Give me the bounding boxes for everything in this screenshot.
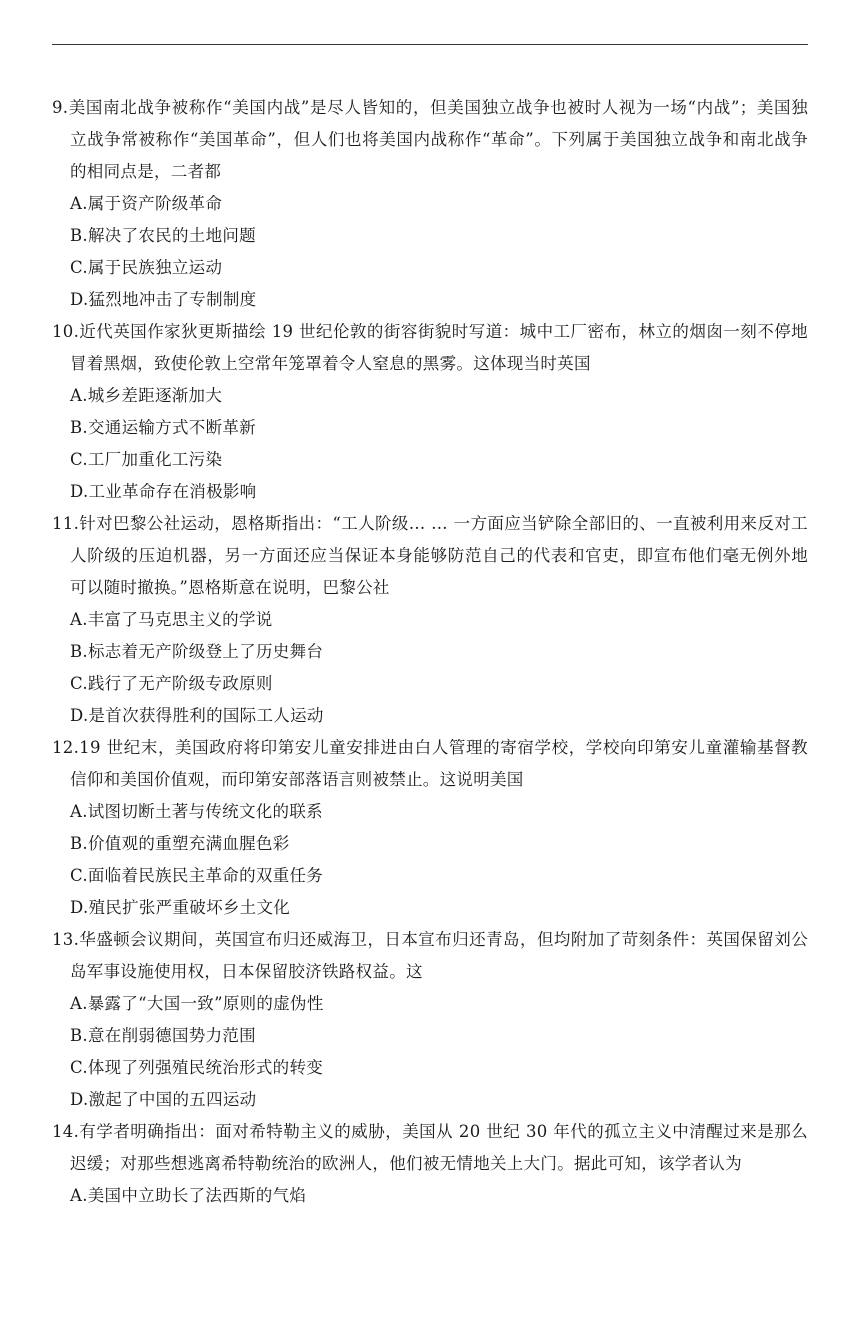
option-b: B.价值观的重塑充满血腥色彩 bbox=[70, 834, 290, 853]
option-a: A.属于资产阶级革命 bbox=[70, 194, 223, 213]
option-c: C.面临着民族民主革命的双重任务 bbox=[70, 866, 324, 885]
question-stem: 13.华盛顿会议期间，英国宣布归还威海卫，日本宣布归还青岛，但均附加了苛刻条件：英国保留刘公岛军事设施使用权，日本保留胶济铁路权益。这 bbox=[52, 930, 808, 981]
option-a: A.试图切断土著与传统文化的联系 bbox=[70, 802, 323, 821]
option-d: D.殖民扩张严重破坏乡土文化 bbox=[70, 898, 291, 917]
option-b: B.交通运输方式不断革新 bbox=[70, 418, 256, 437]
question-9 bbox=[52, 92, 808, 316]
question-14 bbox=[52, 1116, 808, 1212]
option-b: B.解决了农民的土地问题 bbox=[70, 226, 256, 245]
option-c: C.工厂加重化工污染 bbox=[70, 450, 223, 469]
option-d: D.激起了中国的五四运动 bbox=[70, 1090, 257, 1109]
option-d: D.工业革命存在消极影响 bbox=[70, 482, 257, 501]
question-13 bbox=[52, 924, 808, 1116]
option-c: C.属于民族独立运动 bbox=[70, 258, 223, 277]
question-11 bbox=[52, 508, 808, 732]
question-stem: 12.19 世纪末，美国政府将印第安儿童安排进由白人管理的寄宿学校，学校向印第安儿童灌输基督教信仰和美国价值观，而印第安部落语言则被禁止。这说明美国 bbox=[52, 738, 808, 789]
question-list bbox=[52, 92, 808, 1212]
option-c: C.体现了列强殖民统治形式的转变 bbox=[70, 1058, 324, 1077]
question-12 bbox=[52, 732, 808, 924]
question-stem: 14.有学者明确指出：面对希特勒主义的威胁，美国从 20 世纪 30 年代的孤立主义中清醒过来是那么迟缓；对那些想逃离希特勒统治的欧洲人，他们被无情地关上大门。据此可知，该学者认为 bbox=[52, 1122, 808, 1173]
question-stem: 11.针对巴黎公社运动，恩格斯指出：“工人阶级… … 一方面应当铲除全部旧的、一直被利用来反对工人阶级的压迫机器，另一方面还应当保证本身能够防范自己的代表和官吏，即宣布他们毫无例外地可以随时撤换。”恩格斯意在说明，巴黎公社 bbox=[52, 514, 808, 597]
option-a: A.城乡差距逐渐加大 bbox=[70, 386, 223, 405]
option-b: B.标志着无产阶级登上了历史舞台 bbox=[70, 642, 324, 661]
option-a: A.暴露了“大国一致”原则的虚伪性 bbox=[70, 994, 324, 1013]
option-c: C.践行了无产阶级专政原则 bbox=[70, 674, 273, 693]
option-a: A.丰富了马克思主义的学说 bbox=[70, 610, 273, 629]
option-d: D.猛烈地冲击了专制制度 bbox=[70, 290, 257, 309]
option-a: A.美国中立助长了法西斯的气焰 bbox=[70, 1186, 307, 1205]
question-10 bbox=[52, 316, 808, 508]
header-rule bbox=[52, 44, 808, 45]
option-d: D.是首次获得胜利的国际工人运动 bbox=[70, 706, 324, 725]
question-stem: 9.美国南北战争被称作“美国内战”是尽人皆知的，但美国独立战争也被时人视为一场“内战”；美国独立战争常被称作“美国革命”，但人们也将美国内战称作“革命”。下列属于美国独立战争和南北战争的相同点是，二者都 bbox=[52, 98, 808, 181]
question-stem: 10.近代英国作家狄更斯描绘 19 世纪伦敦的街容街貌时写道：城中工厂密布，林立的烟囱一刻不停地冒着黑烟，致使伦敦上空常年笼罩着令人窒息的黑雾。这体现当时英国 bbox=[52, 322, 808, 373]
option-b: B.意在削弱德国势力范围 bbox=[70, 1026, 256, 1045]
